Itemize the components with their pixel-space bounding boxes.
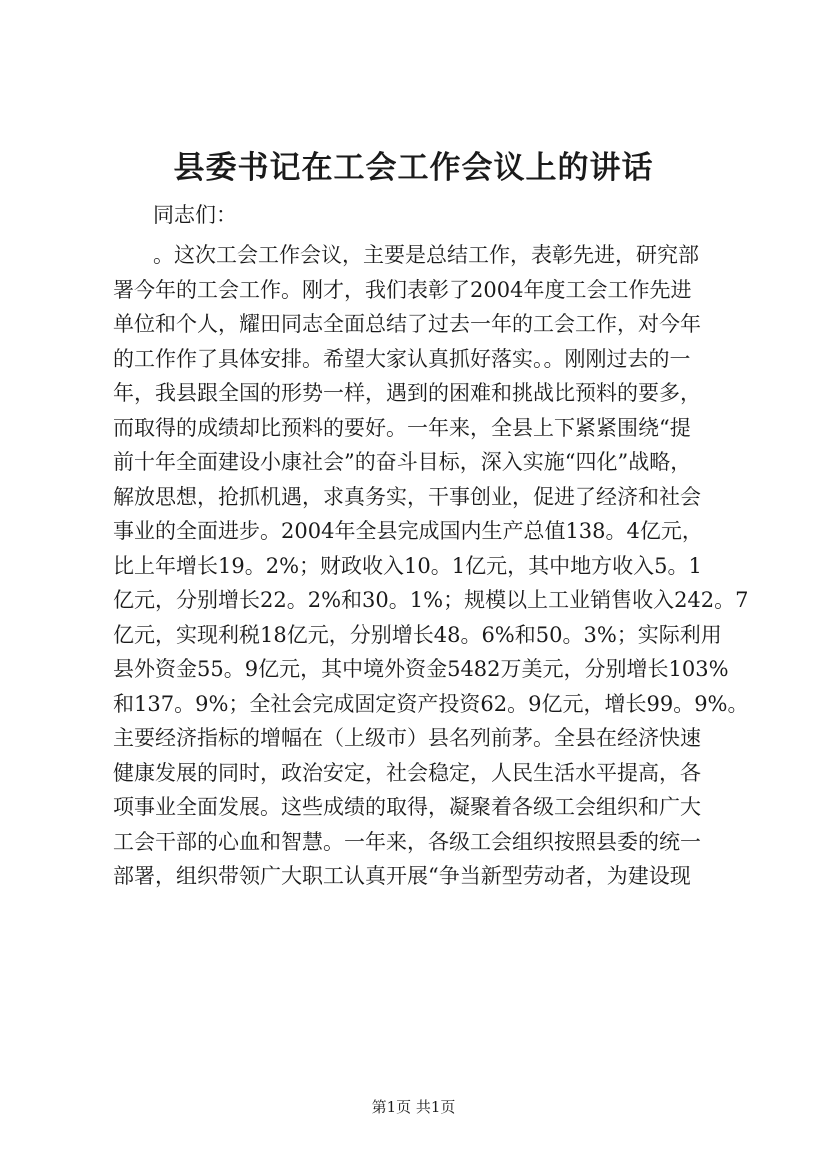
- body-line: 项事业全面发展。这些成绩的取得，凝聚着各级工会组织和广大: [113, 795, 701, 819]
- body-line: 。这次工会工作会议，主要是总结工作，表彰先进，研究部: [153, 243, 699, 267]
- body-line: 比上年增长19。2%；财政收入10。1亿元，其中地方收入5。1: [113, 553, 702, 578]
- body-line: 年，我县跟全国的形势一样，遇到的困难和挑战比预料的要多，: [113, 381, 701, 405]
- body-text: [113, 238, 753, 894]
- page-number: 第1页 共1页: [371, 1098, 456, 1116]
- body-line: 单位和个人，耀田同志全面总结了过去一年的工会工作，对今年: [113, 312, 701, 336]
- body-line: 亿元，分别增长22。2%和30。1%；规模以上工业销售收入242。7: [113, 588, 749, 612]
- body-line: 而取得的成绩却比预料的要好。一年来，全县上下紧紧围绕“提: [113, 415, 691, 440]
- body-line: 县外资金55。9亿元，其中境外资金5482万美元，分别增长103%: [113, 657, 729, 681]
- body-line: 亿元，实现利税18亿元，分别增长48。6%和50。3%；实际利用: [113, 622, 722, 647]
- body-line: 部署，组织带领广大职工认真开展“争当新型劳动者，为建设现: [113, 864, 691, 888]
- body-line: 健康发展的同时，政治安定，社会稳定，人民生活水平提高，各: [113, 760, 701, 785]
- body-line: 主要经济指标的增幅在（上级市）县名列前茅。全县在经济快速: [113, 726, 701, 750]
- body-line: 和137。9%；全社会完成固定资产投资62。9亿元，增长99。9%。: [113, 691, 749, 716]
- body-line: 前十年全面建设小康社会”的奋斗目标，深入实施“四化”战略，: [113, 450, 692, 474]
- body-line: 的工作作了具体安排。希望大家认真抓好落实。。刚刚过去的一: [113, 346, 691, 371]
- body-line: 事业的全面进步。2004年全县完成国内生产总值138。4亿元，: [113, 519, 703, 543]
- body-line: 工会干部的心血和智慧。一年来，各级工会组织按照县委的统一: [113, 829, 701, 854]
- salutation: 同志们：: [153, 203, 237, 227]
- body-line: 署今年的工会工作。刚才，我们表彰了2004年度工会工作先进: [113, 277, 692, 302]
- document-title: 县委书记在工会工作会议上的讲话: [173, 150, 654, 186]
- body-line: 解放思想，抢抓机遇，求真务实，干事创业，促进了经济和社会: [113, 484, 701, 509]
